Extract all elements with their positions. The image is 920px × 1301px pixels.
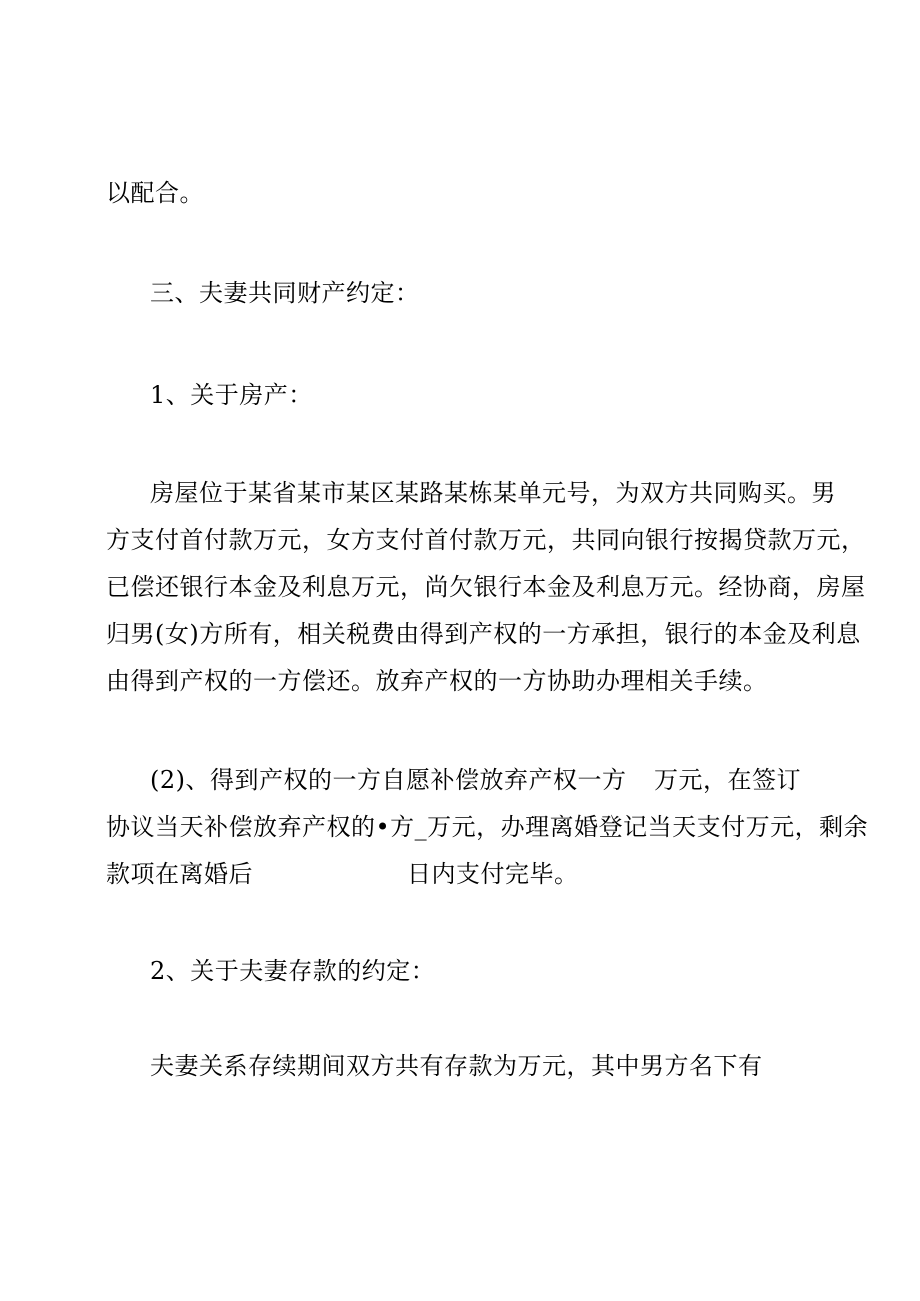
paragraph-line: 已偿还银行本金及利息万元，尚欠银行本金及利息万元。经协商，房屋 — [106, 573, 866, 601]
paragraph-line: 房屋位于某省某市某区某路某栋某单元号，为双方共同购买。男 — [150, 479, 836, 507]
paragraph-line: 方支付首付款万元，女方支付首付款万元，共同向银行按揭贷款万元， — [106, 526, 866, 554]
paragraph-line-fragment: 万元，在签订 — [654, 766, 801, 794]
paragraph-line-fragment: 日内支付完毕。 — [407, 860, 579, 888]
subsection-heading: 1、关于房产： — [150, 381, 313, 409]
paragraph-line: 由得到产权的一方偿还。放弃产权的一方协助办理相关手续。 — [106, 667, 768, 695]
paragraph-line: 归男(女)方所有，相关税费由得到产权的一方承担，银行的本金及利息 — [106, 620, 861, 648]
paragraph-line: 协议当天补偿放弃产权的•方_万元，办理离婚登记当天支付万元，剩余 — [106, 813, 869, 841]
paragraph-line: (2)、得到产权的一方自愿补偿放弃产权一方 — [150, 766, 627, 794]
paragraph-line: 夫妻关系存续期间双方共有存款为万元，其中男方名下有 — [150, 1052, 763, 1080]
paragraph-line: 款项在离婚后 — [106, 860, 253, 888]
subsection-heading: 2、关于夫妻存款的约定： — [150, 957, 436, 985]
text-line: 以配合。 — [106, 179, 204, 207]
section-heading: 三、夫妻共同财产约定： — [150, 279, 420, 307]
